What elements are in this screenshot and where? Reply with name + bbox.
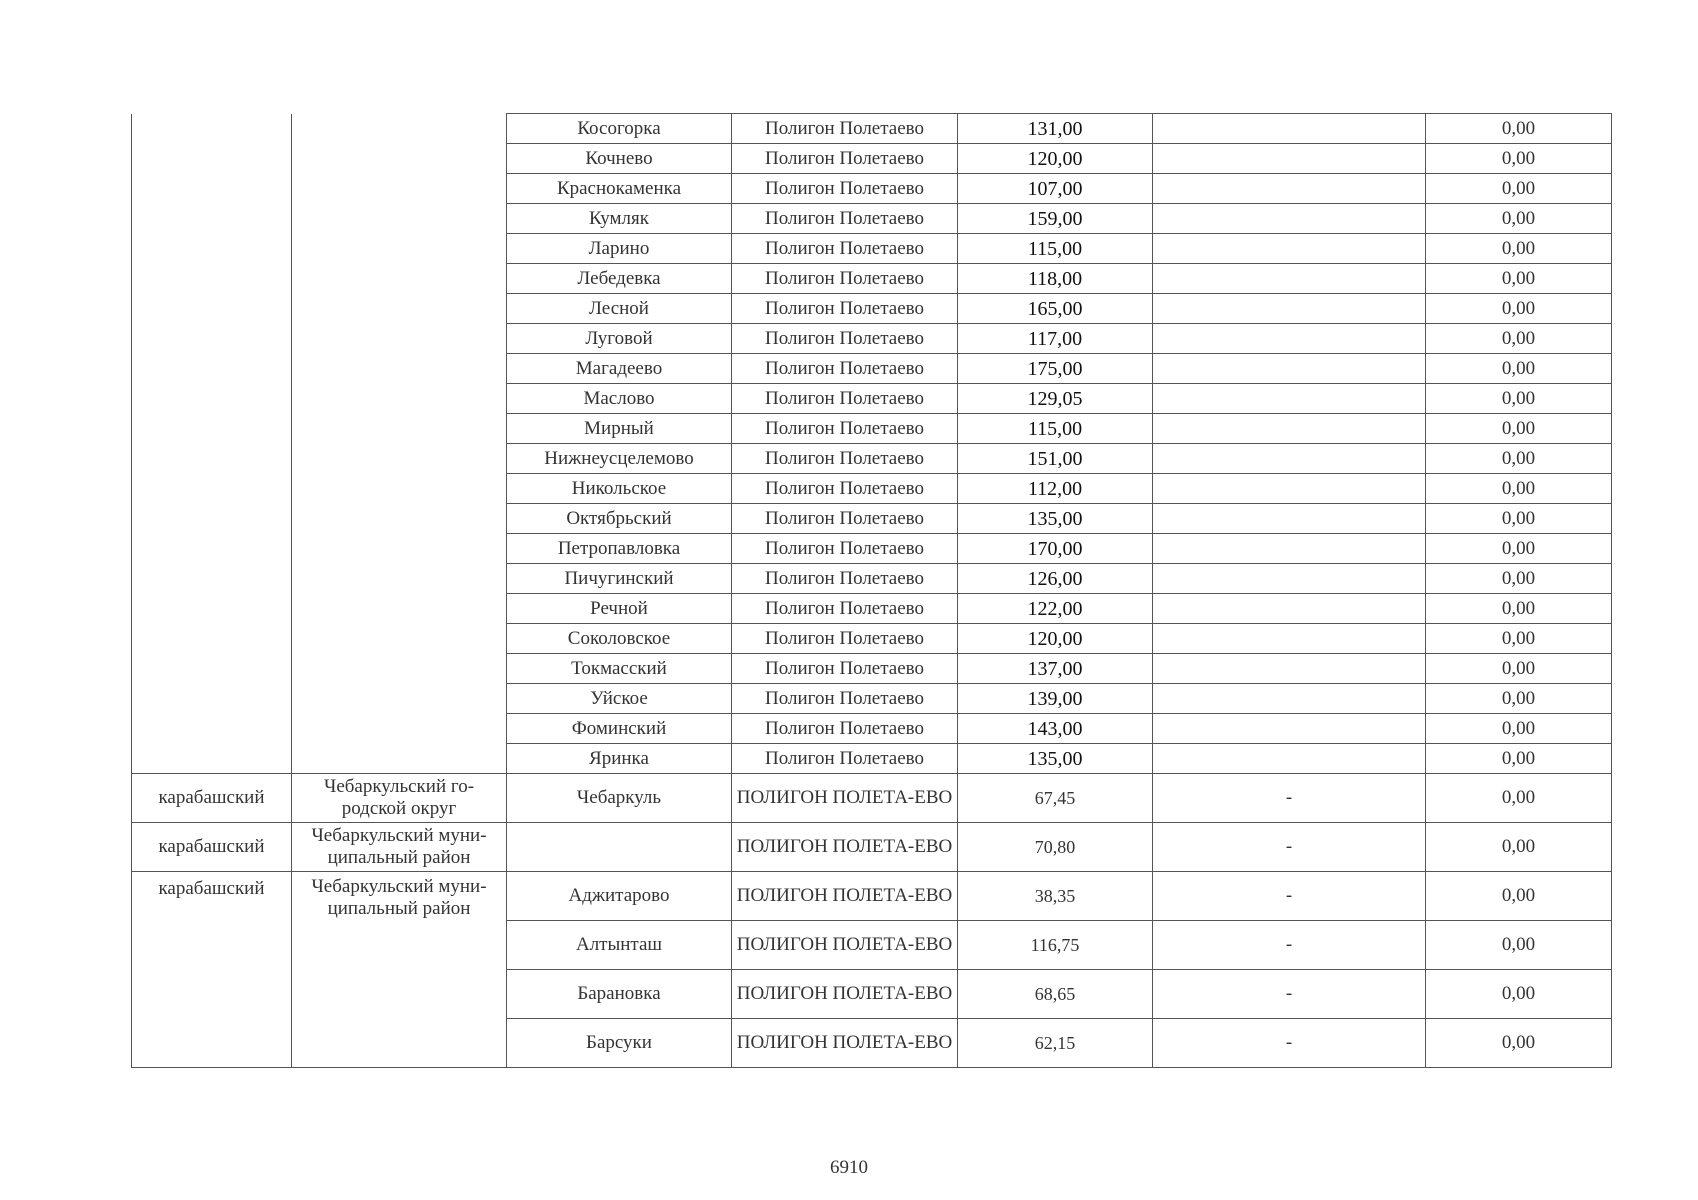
value-cell: 175,00 — [958, 354, 1153, 384]
facility-cell: Полигон Полетаево — [732, 144, 958, 174]
result-cell: 0,00 — [1426, 872, 1612, 921]
result-cell: 0,00 — [1426, 474, 1612, 504]
result-cell: 0,00 — [1426, 504, 1612, 534]
value-cell: 135,00 — [958, 744, 1153, 774]
settlement-cell: Пичугинский — [507, 564, 732, 594]
facility-cell: Полигон Полетаево — [732, 534, 958, 564]
note-cell — [1153, 234, 1426, 264]
note-cell — [1153, 114, 1426, 144]
result-cell: 0,00 — [1426, 264, 1612, 294]
value-cell: 120,00 — [958, 144, 1153, 174]
note-cell — [1153, 684, 1426, 714]
result-cell: 0,00 — [1426, 1019, 1612, 1068]
note-cell — [1153, 264, 1426, 294]
note-cell: - — [1153, 970, 1426, 1019]
result-cell: 0,00 — [1426, 174, 1612, 204]
facility-cell: Полигон Полетаево — [732, 504, 958, 534]
value-cell: 165,00 — [958, 294, 1153, 324]
value-cell: 129,05 — [958, 384, 1153, 414]
note-cell — [1153, 324, 1426, 354]
result-cell: 0,00 — [1426, 414, 1612, 444]
note-cell — [1153, 474, 1426, 504]
facility-cell: Полигон Полетаево — [732, 174, 958, 204]
value-cell: 120,00 — [958, 624, 1153, 654]
note-cell — [1153, 354, 1426, 384]
value-cell: 122,00 — [958, 594, 1153, 624]
value-cell: 159,00 — [958, 204, 1153, 234]
result-cell: 0,00 — [1426, 114, 1612, 144]
settlement-cell: Токмасский — [507, 654, 732, 684]
zone-cell — [132, 114, 292, 774]
facility-cell: ПОЛИГОН ПОЛЕТА-ЕВО — [732, 823, 958, 872]
value-cell: 115,00 — [958, 414, 1153, 444]
facility-cell: Полигон Полетаево — [732, 204, 958, 234]
note-cell — [1153, 714, 1426, 744]
result-cell: 0,00 — [1426, 823, 1612, 872]
value-cell: 68,65 — [958, 970, 1153, 1019]
value-cell: 139,00 — [958, 684, 1153, 714]
note-cell: - — [1153, 872, 1426, 921]
facility-cell: Полигон Полетаево — [732, 294, 958, 324]
table-row — [132, 823, 1612, 872]
settlement-cell: Уйское — [507, 684, 732, 714]
result-cell: 0,00 — [1426, 354, 1612, 384]
settlement-cell: Кумляк — [507, 204, 732, 234]
value-cell: 117,00 — [958, 324, 1153, 354]
settlement-cell: Краснокаменка — [507, 174, 732, 204]
note-cell — [1153, 294, 1426, 324]
result-cell: 0,00 — [1426, 564, 1612, 594]
facility-cell: Полигон Полетаево — [732, 354, 958, 384]
facility-cell: Полигон Полетаево — [732, 474, 958, 504]
facility-cell: ПОЛИГОН ПОЛЕТА-ЕВО — [732, 1019, 958, 1068]
settlement-cell: Маслово — [507, 384, 732, 414]
note-cell — [1153, 744, 1426, 774]
zone-cell: карабашский — [132, 774, 292, 823]
value-cell: 67,45 — [958, 774, 1153, 823]
note-cell: - — [1153, 1019, 1426, 1068]
result-cell: 0,00 — [1426, 294, 1612, 324]
facility-cell: Полигон Полетаево — [732, 654, 958, 684]
value-cell: 135,00 — [958, 504, 1153, 534]
settlement-cell: Мирный — [507, 414, 732, 444]
value-cell: 112,00 — [958, 474, 1153, 504]
result-cell: 0,00 — [1426, 384, 1612, 414]
facility-cell: ПОЛИГОН ПОЛЕТА-ЕВО — [732, 921, 958, 970]
municipality-cell — [292, 114, 507, 774]
value-cell: 131,00 — [958, 114, 1153, 144]
result-cell: 0,00 — [1426, 744, 1612, 774]
note-cell — [1153, 144, 1426, 174]
settlement-cell: Петропавловка — [507, 534, 732, 564]
facility-cell: Полигон Полетаево — [732, 714, 958, 744]
value-cell: 137,00 — [958, 654, 1153, 684]
settlement-cell: Барсуки — [507, 1019, 732, 1068]
note-cell: - — [1153, 823, 1426, 872]
facility-cell: ПОЛИГОН ПОЛЕТА-ЕВО — [732, 872, 958, 921]
facility-cell: Полигон Полетаево — [732, 594, 958, 624]
facility-cell: Полигон Полетаево — [732, 324, 958, 354]
settlement-cell — [507, 823, 732, 872]
result-cell: 0,00 — [1426, 234, 1612, 264]
result-cell: 0,00 — [1426, 144, 1612, 174]
page-number: 6910 — [830, 1157, 868, 1178]
result-cell: 0,00 — [1426, 714, 1612, 744]
settlement-cell: Лесной — [507, 294, 732, 324]
settlement-cell: Речной — [507, 594, 732, 624]
value-cell: 115,00 — [958, 234, 1153, 264]
result-cell: 0,00 — [1426, 594, 1612, 624]
settlement-cell: Ларино — [507, 234, 732, 264]
note-cell — [1153, 174, 1426, 204]
table-row — [132, 774, 1612, 823]
table-row — [132, 872, 1612, 921]
settlement-cell: Яринка — [507, 744, 732, 774]
note-cell — [1153, 414, 1426, 444]
value-cell: 143,00 — [958, 714, 1153, 744]
value-cell: 107,00 — [958, 174, 1153, 204]
value-cell: 70,80 — [958, 823, 1153, 872]
value-cell: 38,35 — [958, 872, 1153, 921]
settlement-cell: Магадеево — [507, 354, 732, 384]
note-cell — [1153, 564, 1426, 594]
facility-cell: Полигон Полетаево — [732, 384, 958, 414]
facility-cell: ПОЛИГОН ПОЛЕТА-ЕВО — [732, 970, 958, 1019]
upper-table-body — [132, 114, 1612, 774]
zone-cell: карабашский — [132, 872, 292, 1068]
note-cell — [1153, 534, 1426, 564]
note-cell — [1153, 594, 1426, 624]
note-cell — [1153, 624, 1426, 654]
facility-cell: ПОЛИГОН ПОЛЕТА-ЕВО — [732, 774, 958, 823]
facility-cell: Полигон Полетаево — [732, 264, 958, 294]
note-cell — [1153, 444, 1426, 474]
lower-table-body — [132, 774, 1612, 1068]
settlement-cell: Кочнево — [507, 144, 732, 174]
value-cell: 151,00 — [958, 444, 1153, 474]
result-cell: 0,00 — [1426, 970, 1612, 1019]
facility-cell: Полигон Полетаево — [732, 624, 958, 654]
settlement-cell: Луговой — [507, 324, 732, 354]
result-cell: 0,00 — [1426, 624, 1612, 654]
table-row — [132, 114, 1612, 144]
settlement-cell: Лебедевка — [507, 264, 732, 294]
facility-cell: Полигон Полетаево — [732, 414, 958, 444]
zone-cell: карабашский — [132, 823, 292, 872]
result-cell: 0,00 — [1426, 921, 1612, 970]
value-cell: 116,75 — [958, 921, 1153, 970]
value-cell: 62,15 — [958, 1019, 1153, 1068]
note-cell — [1153, 204, 1426, 234]
result-cell: 0,00 — [1426, 684, 1612, 714]
settlement-cell: Чебаркуль — [507, 774, 732, 823]
result-cell: 0,00 — [1426, 774, 1612, 823]
municipality-cell: Чебаркульский го-родской округ — [292, 774, 507, 823]
settlement-cell: Косогорка — [507, 114, 732, 144]
settlement-cell: Октябрьский — [507, 504, 732, 534]
result-cell: 0,00 — [1426, 324, 1612, 354]
data-table — [131, 113, 1612, 1068]
note-cell — [1153, 384, 1426, 414]
result-cell: 0,00 — [1426, 204, 1612, 234]
facility-cell: Полигон Полетаево — [732, 234, 958, 264]
settlement-cell: Алтынташ — [507, 921, 732, 970]
settlement-cell: Барановка — [507, 970, 732, 1019]
facility-cell: Полигон Полетаево — [732, 684, 958, 714]
value-cell: 118,00 — [958, 264, 1153, 294]
facility-cell: Полигон Полетаево — [732, 564, 958, 594]
value-cell: 170,00 — [958, 534, 1153, 564]
facility-cell: Полигон Полетаево — [732, 444, 958, 474]
settlement-cell: Фоминский — [507, 714, 732, 744]
settlement-cell: Аджитарово — [507, 872, 732, 921]
note-cell — [1153, 654, 1426, 684]
note-cell — [1153, 504, 1426, 534]
result-cell: 0,00 — [1426, 444, 1612, 474]
result-cell: 0,00 — [1426, 654, 1612, 684]
settlement-cell: Нижнеусцелемово — [507, 444, 732, 474]
result-cell: 0,00 — [1426, 534, 1612, 564]
facility-cell: Полигон Полетаево — [732, 114, 958, 144]
note-cell: - — [1153, 921, 1426, 970]
note-cell: - — [1153, 774, 1426, 823]
municipality-cell: Чебаркульский муни-ципальный район — [292, 823, 507, 872]
settlement-cell: Никольское — [507, 474, 732, 504]
settlement-cell: Соколовское — [507, 624, 732, 654]
facility-cell: Полигон Полетаево — [732, 744, 958, 774]
value-cell: 126,00 — [958, 564, 1153, 594]
municipality-cell: Чебаркульский муни-ципальный район — [292, 872, 507, 1068]
